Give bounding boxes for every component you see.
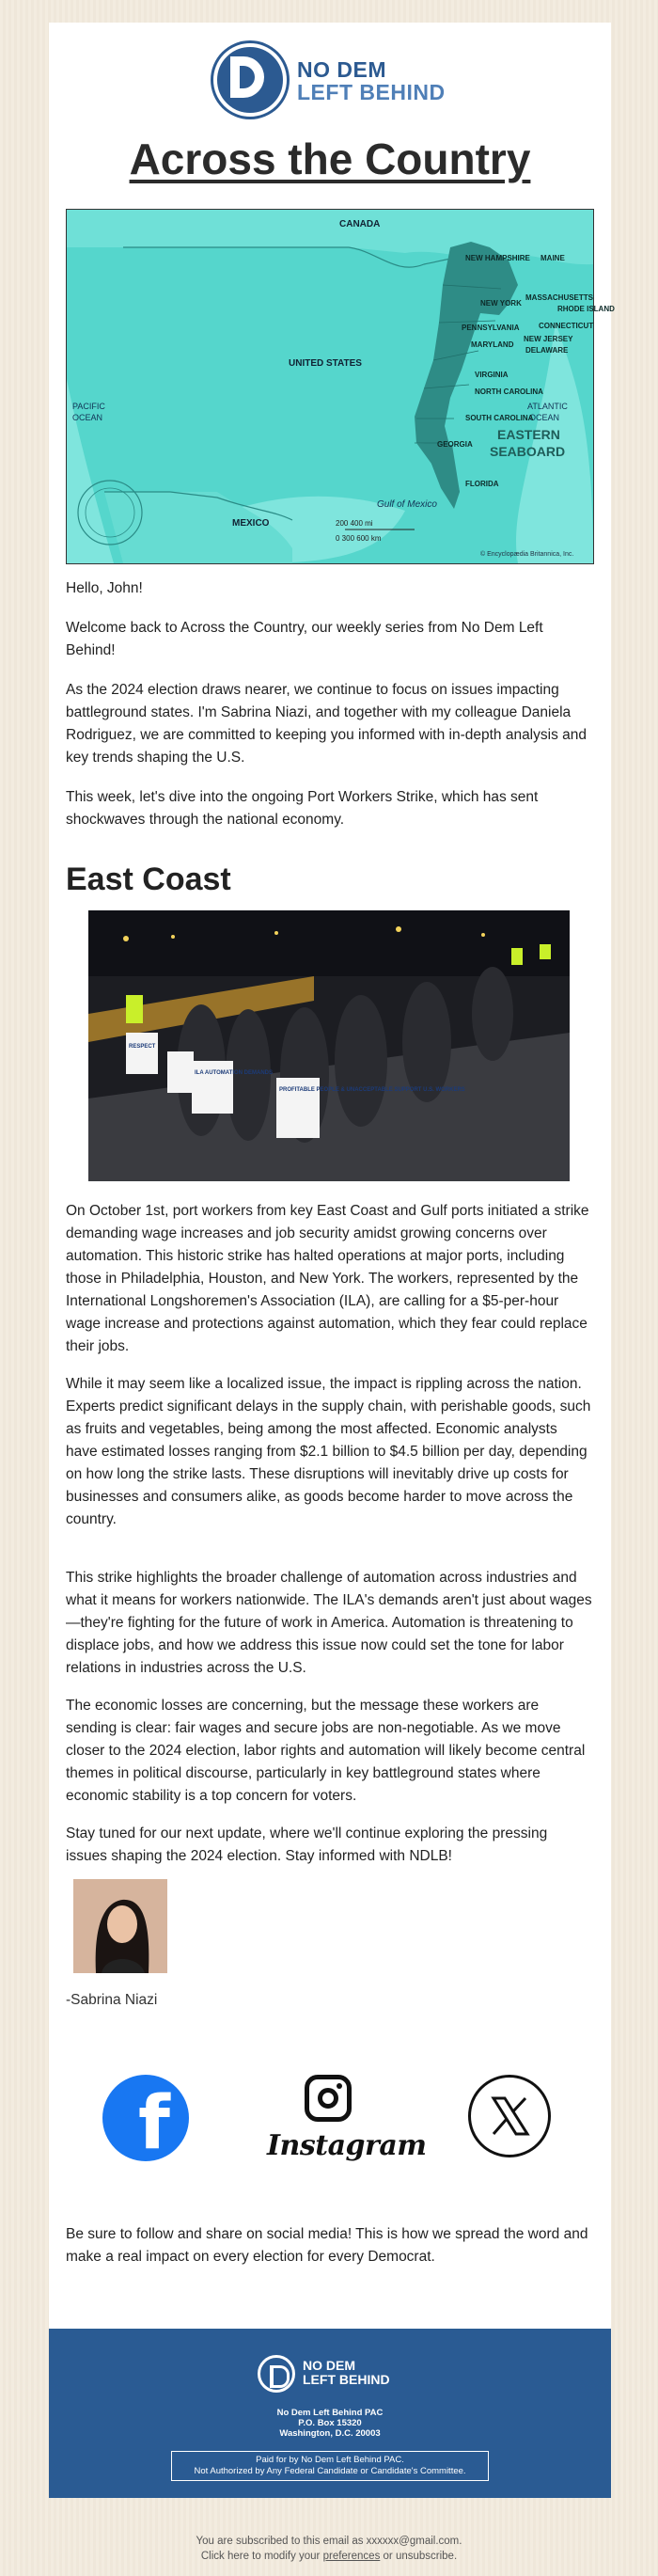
header-logo[interactable] [49, 34, 611, 119]
map-label-canada: CANADA [339, 219, 381, 229]
email-card [49, 23, 615, 2498]
article-paragraph-4: The economic losses are concerning, but the message these workers are sending is clear: fair wages and secure jobs are non-negotiable. As we move closer to the 2024 election, labor rights and automation will likely become central themes in political discourse, particularly in key battleground states where economic stability is a top concern for voters. [66, 1698, 586, 1804]
subscriber-email: xxxxxx@gmail.com. [366, 2536, 462, 2547]
subscription-note [0, 2534, 658, 2564]
modify-suffix: or unsubscribe. [380, 2551, 458, 2562]
paid-for-disclaimer [171, 2451, 489, 2481]
photo-sign-text: RESPECT [129, 1044, 156, 1050]
logo-line-2: LEFT BEHIND [297, 80, 446, 104]
preferences-link[interactable]: preferences [322, 2551, 381, 2562]
map-label-usa: UNITED STATES [289, 358, 362, 369]
map-label-mexico: MEXICO [232, 518, 270, 529]
signature-name: -Sabrina Niazi [66, 1992, 158, 2008]
map-state-label: MAINE [540, 254, 565, 262]
map-scale-miles: 200 400 mi [336, 519, 373, 528]
photo-sign-text: PROFITABLE PEOPLE & UNACCEPTABLE SUPPORT U.S. WORKERS [279, 1087, 465, 1093]
map-state-label: MASSACHUSETTS [525, 293, 594, 302]
logo-wordmark [297, 58, 446, 103]
map-state-label: GEORGIA [437, 440, 473, 449]
map-credit: © Encyclopædia Britannica, Inc. [480, 551, 574, 558]
article-paragraph-2: While it may seem like a localized issue, the impact is rippling across the nation. Experts predict significant delays in the supply chain, with perishable goods, such as fruits and vegetables, being among the most affected. Economic analysts have estimated losses ranging from $2.1 billion to $4.5 billion per day, depending on how long the strike lasts. These disruptions will inevitably drive up costs for businesses and consumers alike, as goods become harder to move across the country. [66, 1376, 591, 1527]
greeting: Hello, John! [66, 580, 143, 596]
map-label-pacific: PACIFIC [72, 402, 105, 411]
map-state-label: NEW HAMPSHIRE [465, 254, 530, 262]
subscribed-prefix: You are subscribed to this email as [196, 2536, 367, 2547]
map-state-label: SOUTH CAROLINA [465, 414, 534, 422]
footer-logo-line-2: LEFT BEHIND [303, 2372, 390, 2387]
intro-paragraph-3: This week, let's dive into the ongoing Port Workers Strike, which has sent shockwaves through the national economy. [66, 789, 539, 828]
facebook-link[interactable] [102, 2075, 189, 2166]
map-state-label: RHODE ISLAND [557, 305, 615, 313]
instagram-icon [305, 2075, 352, 2122]
east-coast-map [66, 209, 615, 564]
footer [49, 2329, 611, 2498]
article-paragraph-5: Stay tuned for our next update, where we'll continue exploring the pressing issues shaping the 2024 election. Stay informed with NDLB! [66, 1825, 548, 1864]
x-link[interactable] [468, 2075, 551, 2157]
footer-po: P.O. Box 15320 [298, 2418, 362, 2428]
logo-line-1: NO DEM [297, 57, 386, 82]
map-state-label: CONNECTICUT [539, 322, 594, 330]
footer-logo-icon [258, 2355, 295, 2393]
paid-line-2: Not Authorized by Any Federal Candidate or Candidate's Committee. [194, 2466, 466, 2476]
intro-paragraph-2: As the 2024 election draws nearer, we continue to focus on issues impacting battleground states. I'm Sabrina Niazi, and together with my colleague Daniela Rodriguez, we are committed to keeping you informed with in-depth analysis and key trends shaping the U.S. [66, 682, 587, 766]
instagram-wordmark: Instagram [267, 2129, 427, 2162]
map-state-label: VIRGINIA [475, 371, 509, 379]
photo-sign-text: ILA AUTOMATION DEMANDS [195, 1070, 273, 1076]
map-state-label: MARYLAND [471, 340, 514, 349]
footer-logo[interactable] [258, 2355, 408, 2400]
map-state-label: NEW JERSEY [524, 335, 573, 343]
author-avatar [73, 1879, 167, 1973]
strike-photo [88, 910, 570, 1181]
intro-paragraph-1: Welcome back to Across the Country, our weekly series from No Dem Left Behind! [66, 620, 543, 658]
x-icon [486, 2093, 533, 2140]
map-label-ocean-atlantic: OCEAN [529, 413, 560, 422]
page-title: Across the Country [129, 134, 531, 183]
map-scale-km: 0 300 600 km [336, 534, 382, 543]
map-label-atlantic: ATLANTIC [527, 402, 568, 411]
social-cta: Be sure to follow and share on social media! This is how we spread the word and make a real impact on every election for every Democrat. [66, 2226, 588, 2265]
footer-org: No Dem Left Behind PAC [276, 2408, 384, 2418]
map-label-seaboard: SEABOARD [490, 444, 566, 459]
paid-line-1: Paid for by No Dem Left Behind PAC. [256, 2455, 404, 2465]
section-heading: East Coast [66, 861, 231, 897]
article-paragraph-3: This strike highlights the broader challenge of automation across industries and what it means for workers nationwide. The ILA's demands aren't just about wages—they're fighting for the future of work in America. Automation is threatening to displace jobs, and how we address this issue now could set the tone for labor relations in industries across the U.S. [66, 1570, 592, 1676]
facebook-icon: f [138, 2081, 170, 2166]
map-state-label: DELAWARE [525, 346, 569, 355]
instagram-link[interactable] [267, 2075, 427, 2178]
map-state-label: NEW YORK [480, 299, 522, 308]
logo-mark-icon [213, 43, 287, 117]
modify-prefix: Click here to modify your [200, 2551, 323, 2562]
footer-city: Washington, D.C. 20003 [279, 2428, 381, 2439]
map-state-label: NORTH CAROLINA [475, 387, 543, 396]
map-label-eastern: EASTERN [497, 427, 560, 442]
map-state-label: FLORIDA [465, 480, 499, 488]
map-label-gulf: Gulf of Mexico [377, 499, 437, 510]
map-state-label: PENNSYLVANIA [462, 324, 520, 332]
article-paragraph-1: On October 1st, port workers from key East Coast and Gulf ports initiated a strike demanding wage increases and job security amidst growing concerns over automation. This historic strike has halted operations at major ports, including those in Philadelphia, Houston, and New York. The workers, represented by the International Longshoremen's Association (ILA), are calling for a $5-per-hour wage increase and protections against automation, which they fear could replace their jobs. [66, 1203, 589, 1354]
map-label-ocean-pacific: OCEAN [72, 413, 103, 422]
footer-logo-line-1: NO DEM [303, 2358, 355, 2373]
footer-address [49, 2408, 611, 2439]
